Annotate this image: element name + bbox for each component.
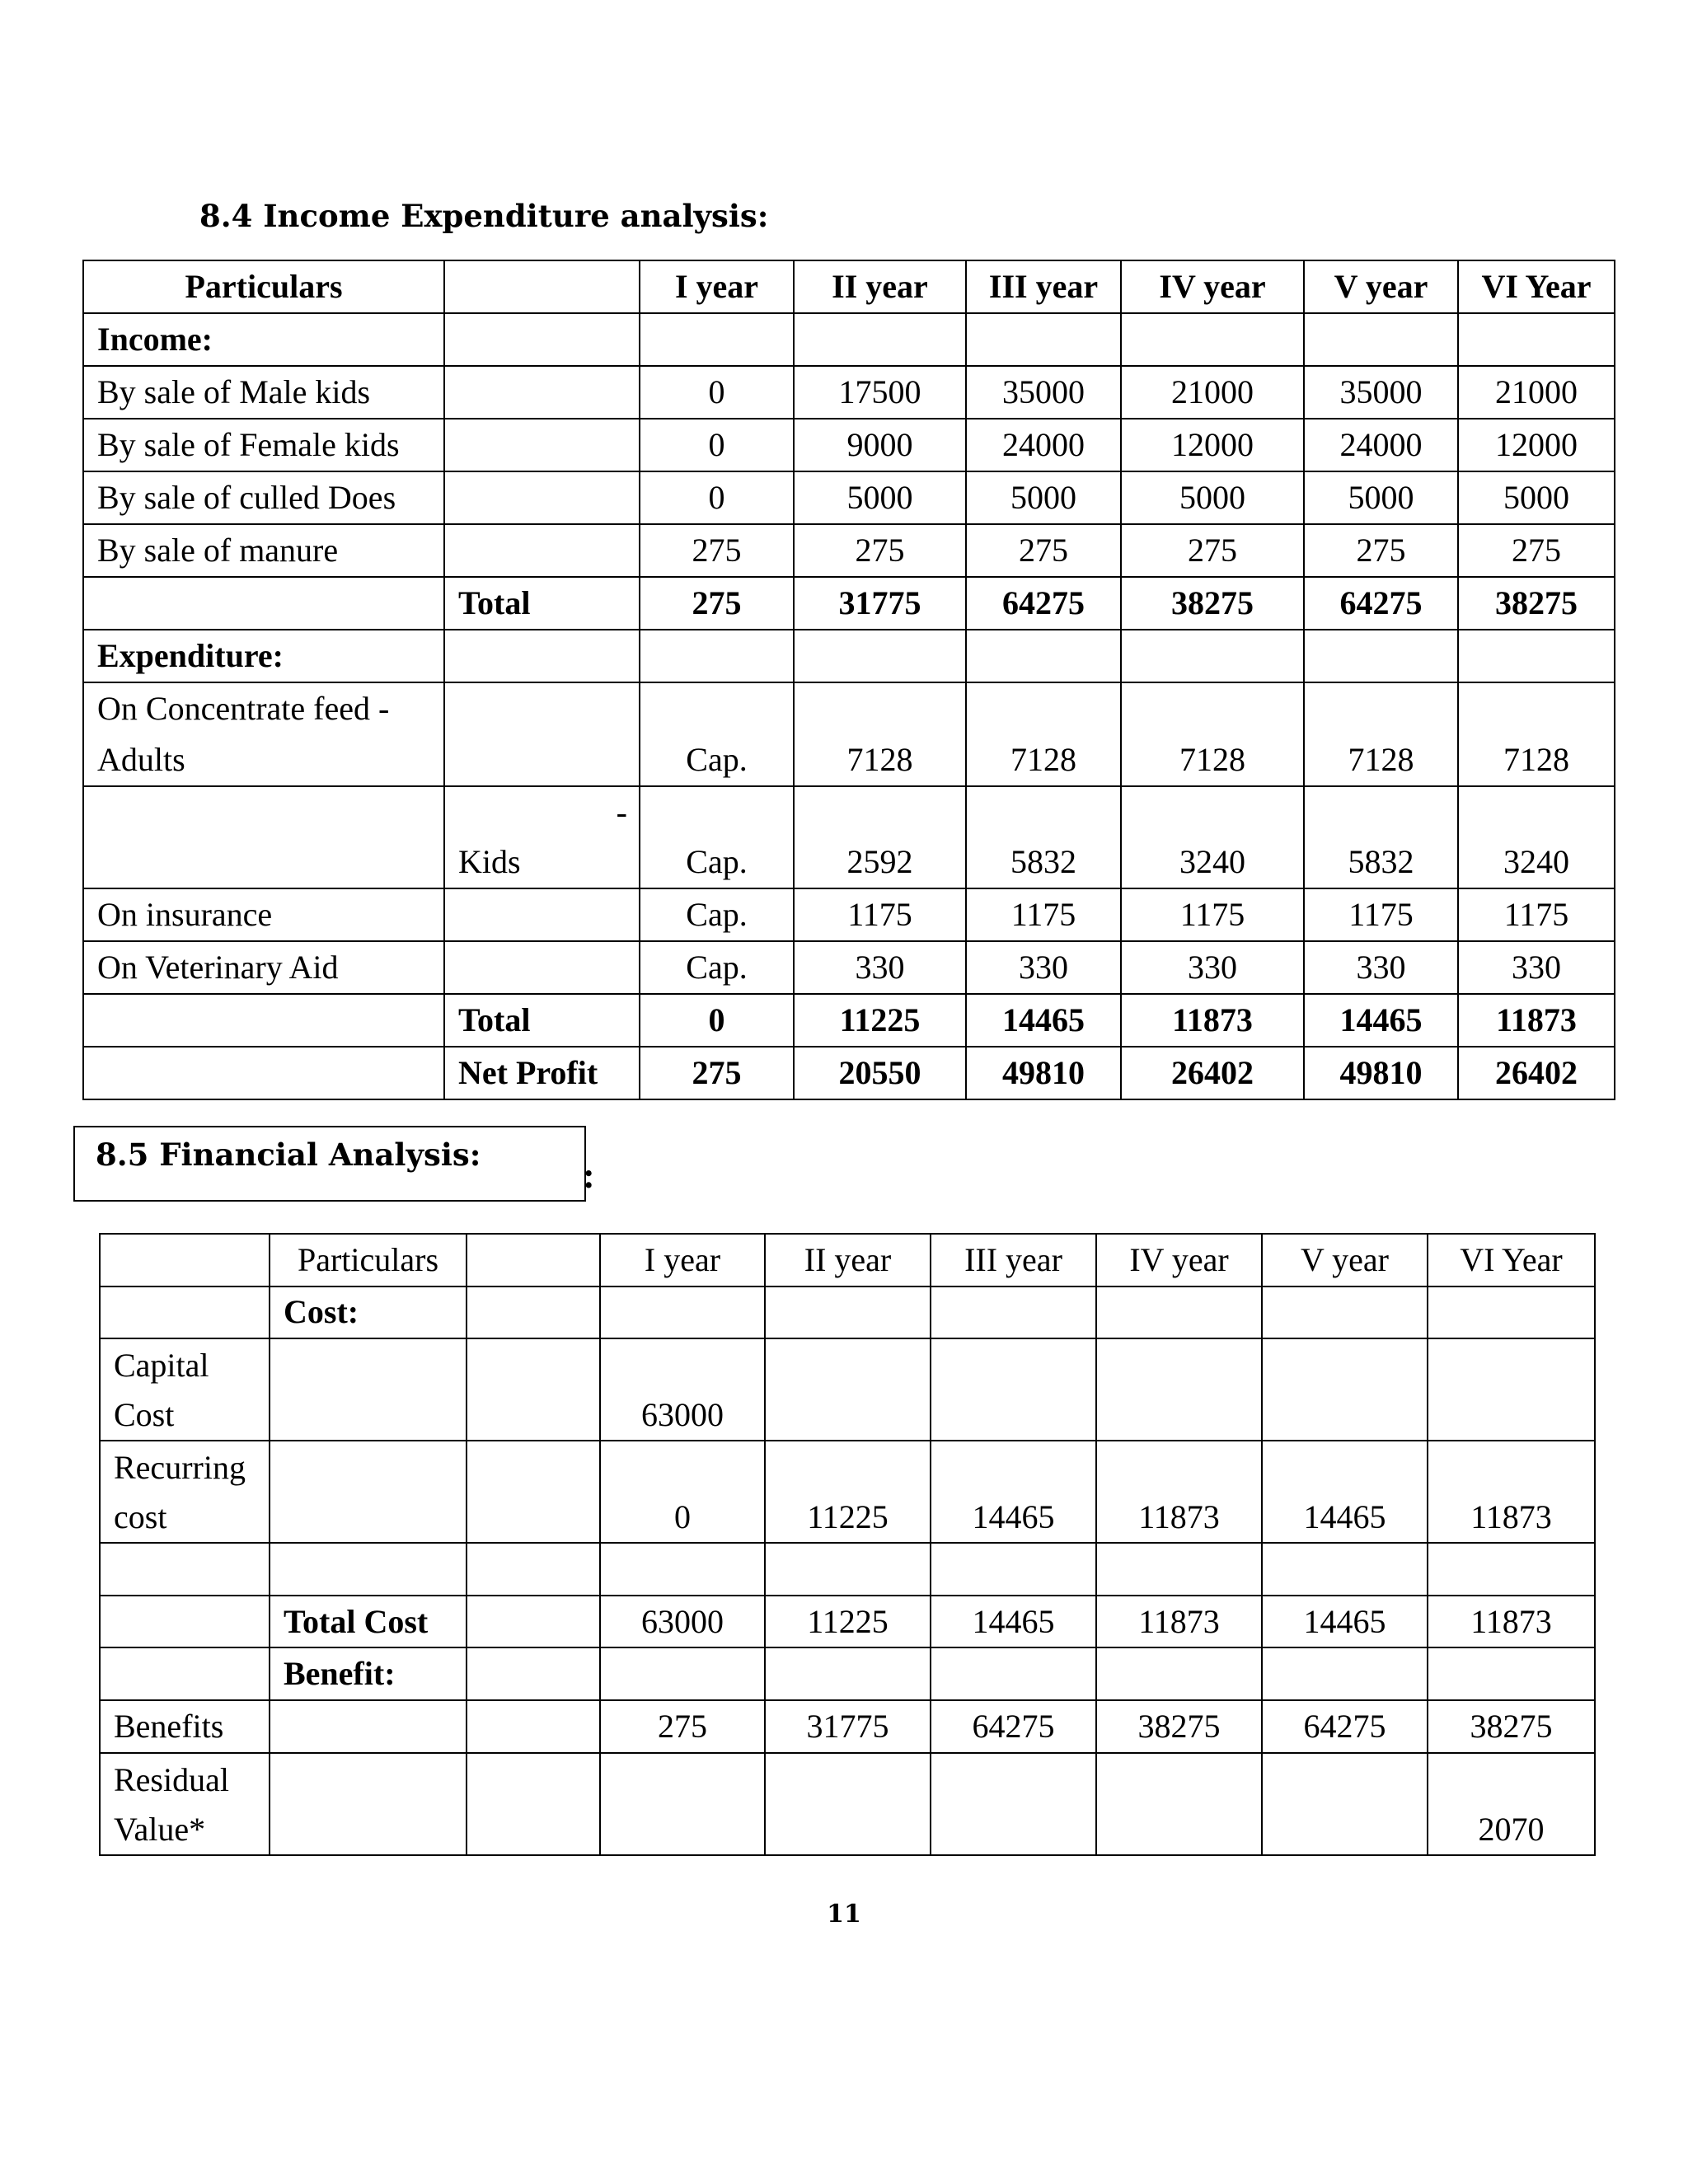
row-label: By sale of culled Does — [83, 471, 444, 524]
cell-value: 14465 — [931, 1441, 1096, 1543]
cell-value: 5832 — [966, 786, 1121, 888]
cell-value: 21000 — [1458, 366, 1615, 419]
cell-value: 64275 — [931, 1700, 1096, 1753]
cell-value: 5000 — [794, 471, 966, 524]
table-row — [83, 524, 1615, 577]
table-row — [100, 1441, 1595, 1543]
cell-value: 24000 — [1304, 419, 1458, 471]
dash-mark: - — [616, 794, 627, 831]
header-year: VI Year — [1458, 260, 1615, 313]
income-total-row — [83, 577, 1615, 630]
row-label: Benefits — [100, 1700, 270, 1753]
row-label: On insurance — [83, 888, 444, 941]
table-row — [100, 1543, 1595, 1596]
income-section-label: Income: — [83, 313, 444, 366]
table-row — [100, 1286, 1595, 1339]
cell-value: 7128 — [1458, 682, 1615, 786]
cell-value: 49810 — [1304, 1047, 1458, 1099]
cell-value: 11873 — [1096, 1441, 1262, 1543]
header-year: IV year — [1121, 260, 1304, 313]
row-sublabel — [444, 786, 640, 888]
cell-value: 1175 — [1458, 888, 1615, 941]
row-label-line: Adults — [97, 741, 185, 778]
cell-value: 0 — [640, 471, 794, 524]
expenditure-section-label: Expenditure: — [83, 630, 444, 682]
cell-value: 275 — [640, 1047, 794, 1099]
row-label-line: Cost — [114, 1396, 175, 1434]
cell-value — [600, 1753, 765, 1855]
cell-value: 38275 — [1428, 1700, 1595, 1753]
cell-value: 7128 — [1121, 682, 1304, 786]
cell-value: 3240 — [1121, 786, 1304, 888]
cell-value: 11873 — [1096, 1596, 1262, 1648]
cell-value: 0 — [640, 419, 794, 471]
cell-value: 21000 — [1121, 366, 1304, 419]
cell-value: 11225 — [794, 994, 966, 1047]
table-row — [83, 888, 1615, 941]
cell-value — [1428, 1338, 1595, 1441]
row-label-line: Value* — [114, 1810, 206, 1848]
cell-value: 275 — [600, 1700, 765, 1753]
cell-value: 0 — [640, 366, 794, 419]
row-label-line: Recurring — [114, 1449, 246, 1487]
row-sublabel-text: Kids — [458, 843, 521, 880]
header-year: III year — [966, 260, 1121, 313]
cell-value: 330 — [966, 941, 1121, 994]
table-row — [100, 1647, 1595, 1700]
cell-value: 1175 — [966, 888, 1121, 941]
cell-value: 2592 — [794, 786, 966, 888]
cell-value: 7128 — [966, 682, 1121, 786]
benefit-section-label: Benefit: — [270, 1647, 467, 1700]
cell-value: 7128 — [794, 682, 966, 786]
row-label-line: Capital — [114, 1347, 209, 1385]
header-year: I year — [600, 1234, 765, 1286]
cell-value — [1262, 1338, 1428, 1441]
cell-value: 11873 — [1121, 994, 1304, 1047]
cell-value: 64275 — [966, 577, 1121, 630]
cell-value: 26402 — [1458, 1047, 1615, 1099]
cell-value: 35000 — [966, 366, 1121, 419]
cell-value: 1175 — [1304, 888, 1458, 941]
cell-value: 24000 — [966, 419, 1121, 471]
cell-value: 11873 — [1428, 1596, 1595, 1648]
table-row — [83, 366, 1615, 419]
cell-value: 330 — [1304, 941, 1458, 994]
cell-value: 9000 — [794, 419, 966, 471]
cell-value: 2070 — [1428, 1753, 1595, 1855]
cell-value: 5832 — [1304, 786, 1458, 888]
cell-value: Cap. — [640, 941, 794, 994]
stray-colon: : — [583, 1155, 595, 1196]
section-heading-financial-analysis: 8.5 Financial Analysis: — [96, 1137, 481, 1173]
total-cost-row — [100, 1596, 1595, 1648]
cell-value: 64275 — [1304, 577, 1458, 630]
cell-value: Cap. — [640, 888, 794, 941]
row-label: By sale of manure — [83, 524, 444, 577]
cell-value: 14465 — [1262, 1441, 1428, 1543]
cell-value: 275 — [966, 524, 1121, 577]
cell-value: 5000 — [966, 471, 1121, 524]
cell-value: 0 — [600, 1441, 765, 1543]
cell-value: 11225 — [765, 1441, 931, 1543]
table-row — [83, 313, 1615, 366]
header-particulars: Particulars — [83, 260, 444, 313]
cell-value: 5000 — [1304, 471, 1458, 524]
cell-value — [765, 1753, 931, 1855]
table-row — [83, 682, 1615, 786]
cell-value — [1262, 1753, 1428, 1855]
cell-value: 7128 — [1304, 682, 1458, 786]
row-label: By sale of Female kids — [83, 419, 444, 471]
cell-value: 5000 — [1121, 471, 1304, 524]
table-header-row — [100, 1234, 1595, 1286]
cell-value: Cap. — [640, 786, 794, 888]
table-row — [100, 1338, 1595, 1441]
row-label — [100, 1338, 270, 1441]
table-row — [100, 1700, 1595, 1753]
cell-value: 12000 — [1458, 419, 1615, 471]
cell-value — [1096, 1753, 1262, 1855]
cell-value: 31775 — [794, 577, 966, 630]
cell-value: Cap. — [640, 682, 794, 786]
header-year: IV year — [1096, 1234, 1262, 1286]
header-year: I year — [640, 260, 794, 313]
row-label: Total Cost — [270, 1596, 467, 1648]
cell-value: 49810 — [966, 1047, 1121, 1099]
cell-value: 63000 — [600, 1338, 765, 1441]
section-heading-income-expenditure: 8.4 Income Expenditure analysis: — [199, 198, 769, 234]
cell-value: 38275 — [1096, 1700, 1262, 1753]
row-label: Net Profit — [444, 1047, 640, 1099]
row-label-line: On Concentrate feed - — [97, 690, 390, 727]
cell-value: 20550 — [794, 1047, 966, 1099]
row-label — [100, 1753, 270, 1855]
cell-value: 1175 — [1121, 888, 1304, 941]
cell-value: 3240 — [1458, 786, 1615, 888]
cell-value: 275 — [640, 524, 794, 577]
table-row — [83, 941, 1615, 994]
table-row — [83, 630, 1615, 682]
cell-value: 11873 — [1428, 1441, 1595, 1543]
row-label-line: cost — [114, 1498, 167, 1536]
header-year: II year — [794, 260, 966, 313]
cell-value: 275 — [794, 524, 966, 577]
cell-value — [1096, 1338, 1262, 1441]
row-label — [83, 682, 444, 786]
row-label: Total — [444, 577, 640, 630]
cell-value: 5000 — [1458, 471, 1615, 524]
cell-value: 14465 — [966, 994, 1121, 1047]
row-label: Total — [444, 994, 640, 1047]
cell-value: 330 — [1121, 941, 1304, 994]
header-year: VI Year — [1428, 1234, 1595, 1286]
header-year: III year — [931, 1234, 1096, 1286]
financial-analysis-heading-box — [73, 1126, 586, 1202]
cell-value — [931, 1338, 1096, 1441]
cell-value: 38275 — [1121, 577, 1304, 630]
cell-value: 38275 — [1458, 577, 1615, 630]
header-particulars: Particulars — [270, 1234, 467, 1286]
cell-value: 330 — [1458, 941, 1615, 994]
row-label: On Veterinary Aid — [83, 941, 444, 994]
page-number: 11 — [827, 1900, 861, 1929]
cell-value: 14465 — [931, 1596, 1096, 1648]
cell-value: 11873 — [1458, 994, 1615, 1047]
header-blank — [444, 260, 640, 313]
header-year: V year — [1262, 1234, 1428, 1286]
cell-value: 11225 — [765, 1596, 931, 1648]
cell-value: 35000 — [1304, 366, 1458, 419]
cell-value: 275 — [640, 577, 794, 630]
header-year: II year — [765, 1234, 931, 1286]
cell-value: 63000 — [600, 1596, 765, 1648]
cell-value — [765, 1338, 931, 1441]
table-header-row — [83, 260, 1615, 313]
cell-value: 275 — [1304, 524, 1458, 577]
row-label-line: Residual — [114, 1760, 229, 1798]
row-label — [100, 1441, 270, 1543]
cell-value: 64275 — [1262, 1700, 1428, 1753]
cell-value: 14465 — [1304, 994, 1458, 1047]
table-row — [100, 1753, 1595, 1855]
row-label: By sale of Male kids — [83, 366, 444, 419]
cell-value: 12000 — [1121, 419, 1304, 471]
cell-value: 14465 — [1262, 1596, 1428, 1648]
cell-value: 17500 — [794, 366, 966, 419]
net-profit-row — [83, 1047, 1615, 1099]
cell-value: 1175 — [794, 888, 966, 941]
cell-value: 0 — [640, 994, 794, 1047]
table-row — [83, 419, 1615, 471]
table-row — [83, 471, 1615, 524]
financial-analysis-table — [99, 1233, 1596, 1856]
table-row — [83, 786, 1615, 888]
expenditure-total-row — [83, 994, 1615, 1047]
cost-section-label: Cost: — [270, 1286, 467, 1339]
cell-value: 31775 — [765, 1700, 931, 1753]
header-year: V year — [1304, 260, 1458, 313]
income-expenditure-table — [82, 260, 1615, 1100]
cell-value: 275 — [1121, 524, 1304, 577]
cell-value — [931, 1753, 1096, 1855]
cell-value: 26402 — [1121, 1047, 1304, 1099]
cell-value: 330 — [794, 941, 966, 994]
cell-value: 275 — [1458, 524, 1615, 577]
